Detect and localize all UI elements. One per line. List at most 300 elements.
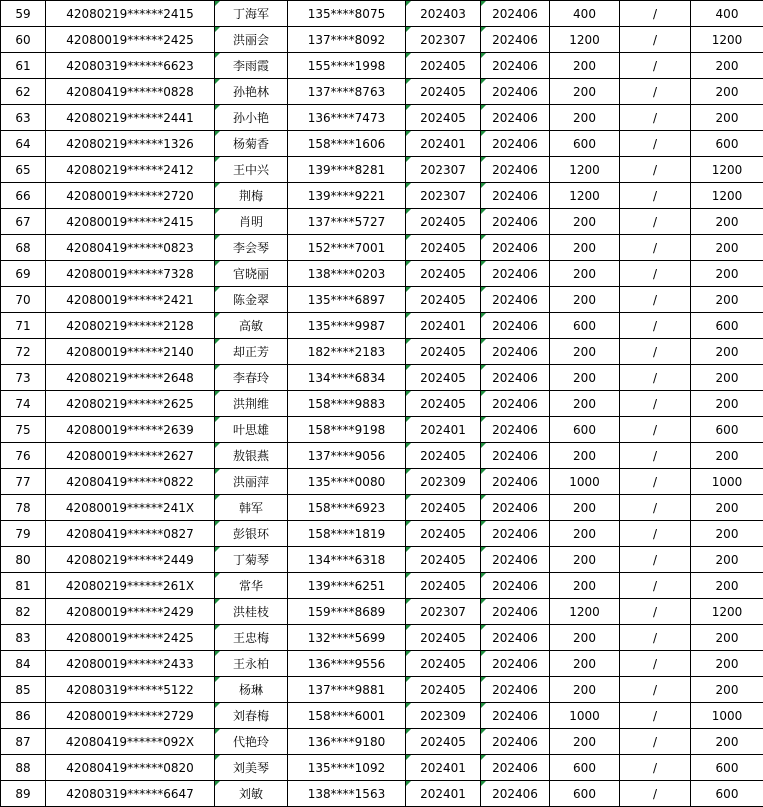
row-number-cell[interactable]: 64	[1, 131, 46, 157]
end-month-cell[interactable]: 202406	[481, 755, 550, 781]
phone-cell[interactable]: 158****9883	[288, 391, 406, 417]
end-month-cell[interactable]: 202406	[481, 547, 550, 573]
other-cell[interactable]: /	[620, 729, 691, 755]
phone-cell[interactable]: 137****9881	[288, 677, 406, 703]
name-cell[interactable]: 丁菊琴	[215, 547, 288, 573]
table-row	[1, 443, 763, 469]
amount-cell[interactable]: 200	[550, 729, 620, 755]
name-cell[interactable]: 却正芳	[215, 339, 288, 365]
phone-cell[interactable]: 158****6001	[288, 703, 406, 729]
end-month-cell[interactable]: 202406	[481, 183, 550, 209]
row-number-cell[interactable]: 87	[1, 729, 46, 755]
total-cell[interactable]: 1200	[691, 599, 763, 625]
start-month-cell[interactable]: 202401	[406, 781, 481, 807]
start-month-cell[interactable]: 202307	[406, 183, 481, 209]
start-month-cell[interactable]: 202309	[406, 703, 481, 729]
row-number-cell[interactable]: 67	[1, 209, 46, 235]
row-number-cell[interactable]: 83	[1, 625, 46, 651]
other-cell[interactable]: /	[620, 573, 691, 599]
total-cell[interactable]: 200	[691, 573, 763, 599]
id-number-cell[interactable]: 42080019******2433	[46, 651, 215, 677]
end-month-cell[interactable]: 202406	[481, 287, 550, 313]
table-row	[1, 287, 763, 313]
end-month-cell[interactable]: 202406	[481, 495, 550, 521]
id-number-cell[interactable]: 42080219******2128	[46, 313, 215, 339]
id-number-cell[interactable]: 42080019******2639	[46, 417, 215, 443]
end-month-cell[interactable]: 202406	[481, 131, 550, 157]
end-month-cell[interactable]: 202406	[481, 339, 550, 365]
row-number-cell[interactable]: 59	[1, 1, 46, 27]
name-cell[interactable]: 韩军	[215, 495, 288, 521]
phone-cell[interactable]: 136****9556	[288, 651, 406, 677]
row-number-cell[interactable]: 89	[1, 781, 46, 807]
total-cell[interactable]: 200	[691, 365, 763, 391]
total-cell[interactable]: 200	[691, 625, 763, 651]
start-month-cell[interactable]: 202405	[406, 79, 481, 105]
row-number-cell[interactable]: 78	[1, 495, 46, 521]
other-cell[interactable]: /	[620, 781, 691, 807]
start-month-cell[interactable]: 202405	[406, 261, 481, 287]
id-number-cell[interactable]: 42080419******0820	[46, 755, 215, 781]
name-cell[interactable]: 丁海军	[215, 1, 288, 27]
amount-cell[interactable]: 1200	[550, 599, 620, 625]
amount-cell[interactable]: 200	[550, 521, 620, 547]
end-month-cell[interactable]: 202406	[481, 391, 550, 417]
row-number-cell[interactable]: 66	[1, 183, 46, 209]
total-cell[interactable]: 200	[691, 651, 763, 677]
name-cell[interactable]: 彭银环	[215, 521, 288, 547]
row-number-cell[interactable]: 81	[1, 573, 46, 599]
other-cell[interactable]: /	[620, 287, 691, 313]
start-month-cell[interactable]: 202405	[406, 105, 481, 131]
name-cell[interactable]: 孙艳林	[215, 79, 288, 105]
amount-cell[interactable]: 200	[550, 495, 620, 521]
name-cell[interactable]: 李春玲	[215, 365, 288, 391]
total-cell[interactable]: 200	[691, 391, 763, 417]
total-cell[interactable]: 600	[691, 131, 763, 157]
amount-cell[interactable]: 200	[550, 79, 620, 105]
row-number-cell[interactable]: 77	[1, 469, 46, 495]
name-cell[interactable]: 代艳玲	[215, 729, 288, 755]
id-number-cell[interactable]: 42080219******2412	[46, 157, 215, 183]
table-row	[1, 157, 763, 183]
amount-cell[interactable]: 600	[550, 755, 620, 781]
id-number-cell[interactable]: 42080019******2429	[46, 599, 215, 625]
id-number-cell[interactable]: 42080219******2625	[46, 391, 215, 417]
table-row	[1, 573, 763, 599]
name-cell[interactable]: 官晓丽	[215, 261, 288, 287]
row-number-cell[interactable]: 88	[1, 755, 46, 781]
table-row	[1, 469, 763, 495]
row-number-cell[interactable]: 76	[1, 443, 46, 469]
id-number-cell[interactable]: 42080019******2421	[46, 287, 215, 313]
end-month-cell[interactable]: 202406	[481, 651, 550, 677]
other-cell[interactable]: /	[620, 53, 691, 79]
total-cell[interactable]: 200	[691, 105, 763, 131]
name-cell[interactable]: 荆梅	[215, 183, 288, 209]
phone-cell[interactable]: 152****7001	[288, 235, 406, 261]
end-month-cell[interactable]: 202406	[481, 209, 550, 235]
start-month-cell[interactable]: 202401	[406, 417, 481, 443]
row-number-cell[interactable]: 73	[1, 365, 46, 391]
start-month-cell[interactable]: 202405	[406, 365, 481, 391]
table-row	[1, 53, 763, 79]
phone-cell[interactable]: 135****1092	[288, 755, 406, 781]
other-cell[interactable]: /	[620, 521, 691, 547]
amount-cell[interactable]: 200	[550, 53, 620, 79]
end-month-cell[interactable]: 202406	[481, 27, 550, 53]
start-month-cell[interactable]: 202405	[406, 53, 481, 79]
row-number-cell[interactable]: 68	[1, 235, 46, 261]
row-number-cell[interactable]: 74	[1, 391, 46, 417]
id-number-cell[interactable]: 42080419******0828	[46, 79, 215, 105]
total-cell[interactable]: 200	[691, 339, 763, 365]
table-row	[1, 261, 763, 287]
end-month-cell[interactable]: 202406	[481, 79, 550, 105]
row-number-cell[interactable]: 85	[1, 677, 46, 703]
name-cell[interactable]: 王中兴	[215, 157, 288, 183]
end-month-cell[interactable]: 202406	[481, 417, 550, 443]
table-row	[1, 677, 763, 703]
name-cell[interactable]: 杨菊香	[215, 131, 288, 157]
table-row	[1, 599, 763, 625]
amount-cell[interactable]: 200	[550, 573, 620, 599]
table-row	[1, 131, 763, 157]
total-cell[interactable]: 200	[691, 209, 763, 235]
id-number-cell[interactable]: 42080319******6623	[46, 53, 215, 79]
table-row	[1, 703, 763, 729]
id-number-cell[interactable]: 42080019******2720	[46, 183, 215, 209]
id-number-cell[interactable]: 42080319******6647	[46, 781, 215, 807]
start-month-cell[interactable]: 202405	[406, 573, 481, 599]
row-number-cell[interactable]: 82	[1, 599, 46, 625]
total-cell[interactable]: 200	[691, 79, 763, 105]
amount-cell[interactable]: 200	[550, 677, 620, 703]
amount-cell[interactable]: 200	[550, 287, 620, 313]
phone-cell[interactable]: 136****9180	[288, 729, 406, 755]
table-row	[1, 209, 763, 235]
end-month-cell[interactable]: 202406	[481, 781, 550, 807]
end-month-cell[interactable]: 202406	[481, 157, 550, 183]
phone-cell[interactable]: 158****1606	[288, 131, 406, 157]
total-cell[interactable]: 1000	[691, 469, 763, 495]
other-cell[interactable]: /	[620, 391, 691, 417]
other-cell[interactable]: /	[620, 547, 691, 573]
amount-cell[interactable]: 400	[550, 1, 620, 27]
phone-cell[interactable]: 134****6834	[288, 365, 406, 391]
name-cell[interactable]: 李雨霞	[215, 53, 288, 79]
start-month-cell[interactable]: 202405	[406, 521, 481, 547]
name-cell[interactable]: 叶思雄	[215, 417, 288, 443]
other-cell[interactable]: /	[620, 339, 691, 365]
phone-cell[interactable]: 137****8092	[288, 27, 406, 53]
row-number-cell[interactable]: 80	[1, 547, 46, 573]
other-cell[interactable]: /	[620, 261, 691, 287]
other-cell[interactable]: /	[620, 677, 691, 703]
other-cell[interactable]: /	[620, 703, 691, 729]
name-cell[interactable]: 常华	[215, 573, 288, 599]
total-cell[interactable]: 200	[691, 677, 763, 703]
total-cell[interactable]: 600	[691, 781, 763, 807]
end-month-cell[interactable]: 202406	[481, 703, 550, 729]
table-row	[1, 495, 763, 521]
other-cell[interactable]: /	[620, 599, 691, 625]
total-cell[interactable]: 200	[691, 443, 763, 469]
total-cell[interactable]: 200	[691, 287, 763, 313]
table-row	[1, 729, 763, 755]
amount-cell[interactable]: 200	[550, 261, 620, 287]
id-number-cell[interactable]: 42080019******7328	[46, 261, 215, 287]
total-cell[interactable]: 600	[691, 417, 763, 443]
phone-cell[interactable]: 135****9987	[288, 313, 406, 339]
id-number-cell[interactable]: 42080019******2627	[46, 443, 215, 469]
other-cell[interactable]: /	[620, 417, 691, 443]
end-month-cell[interactable]: 202406	[481, 599, 550, 625]
phone-cell[interactable]: 134****6318	[288, 547, 406, 573]
name-cell[interactable]: 刘敏	[215, 781, 288, 807]
phone-cell[interactable]: 137****5727	[288, 209, 406, 235]
name-cell[interactable]: 王忠梅	[215, 625, 288, 651]
row-number-cell[interactable]: 63	[1, 105, 46, 131]
total-cell[interactable]: 1200	[691, 183, 763, 209]
phone-cell[interactable]: 139****9221	[288, 183, 406, 209]
amount-cell[interactable]: 1000	[550, 703, 620, 729]
end-month-cell[interactable]: 202406	[481, 573, 550, 599]
row-number-cell[interactable]: 71	[1, 313, 46, 339]
table-body	[1, 1, 763, 807]
other-cell[interactable]: /	[620, 183, 691, 209]
total-cell[interactable]: 200	[691, 729, 763, 755]
id-number-cell[interactable]: 42080019******2729	[46, 703, 215, 729]
id-number-cell[interactable]: 42080219******2415	[46, 1, 215, 27]
table-row	[1, 313, 763, 339]
id-number-cell[interactable]: 42080019******241X	[46, 495, 215, 521]
other-cell[interactable]: /	[620, 313, 691, 339]
start-month-cell[interactable]: 202405	[406, 547, 481, 573]
amount-cell[interactable]: 200	[550, 235, 620, 261]
amount-cell[interactable]: 600	[550, 781, 620, 807]
other-cell[interactable]: /	[620, 469, 691, 495]
phone-cell[interactable]: 139****8281	[288, 157, 406, 183]
phone-cell[interactable]: 159****8689	[288, 599, 406, 625]
id-number-cell[interactable]: 42080319******5122	[46, 677, 215, 703]
name-cell[interactable]: 洪桂枝	[215, 599, 288, 625]
end-month-cell[interactable]: 202406	[481, 105, 550, 131]
row-number-cell[interactable]: 75	[1, 417, 46, 443]
other-cell[interactable]: /	[620, 157, 691, 183]
end-month-cell[interactable]: 202406	[481, 469, 550, 495]
phone-cell[interactable]: 138****1563	[288, 781, 406, 807]
phone-cell[interactable]: 135****8075	[288, 1, 406, 27]
amount-cell[interactable]: 1200	[550, 183, 620, 209]
total-cell[interactable]: 200	[691, 547, 763, 573]
row-number-cell[interactable]: 61	[1, 53, 46, 79]
total-cell[interactable]: 600	[691, 755, 763, 781]
total-cell[interactable]: 200	[691, 495, 763, 521]
name-cell[interactable]: 陈金翠	[215, 287, 288, 313]
start-month-cell[interactable]: 202405	[406, 235, 481, 261]
name-cell[interactable]: 刘春梅	[215, 703, 288, 729]
end-month-cell[interactable]: 202406	[481, 729, 550, 755]
row-number-cell[interactable]: 84	[1, 651, 46, 677]
name-cell[interactable]: 洪荆维	[215, 391, 288, 417]
end-month-cell[interactable]: 202406	[481, 443, 550, 469]
table-row	[1, 755, 763, 781]
table-row	[1, 339, 763, 365]
other-cell[interactable]: /	[620, 27, 691, 53]
total-cell[interactable]: 1000	[691, 703, 763, 729]
other-cell[interactable]: /	[620, 625, 691, 651]
start-month-cell[interactable]: 202405	[406, 287, 481, 313]
amount-cell[interactable]: 200	[550, 443, 620, 469]
total-cell[interactable]: 200	[691, 521, 763, 547]
total-cell[interactable]: 200	[691, 261, 763, 287]
amount-cell[interactable]: 600	[550, 417, 620, 443]
total-cell[interactable]: 400	[691, 1, 763, 27]
amount-cell[interactable]: 1000	[550, 469, 620, 495]
amount-cell[interactable]: 1200	[550, 27, 620, 53]
start-month-cell[interactable]: 202401	[406, 131, 481, 157]
row-number-cell[interactable]: 79	[1, 521, 46, 547]
row-number-cell[interactable]: 65	[1, 157, 46, 183]
start-month-cell[interactable]: 202405	[406, 443, 481, 469]
table-row	[1, 417, 763, 443]
phone-cell[interactable]: 137****8763	[288, 79, 406, 105]
phone-cell[interactable]: 158****1819	[288, 521, 406, 547]
end-month-cell[interactable]: 202406	[481, 261, 550, 287]
id-number-cell[interactable]: 42080419******0827	[46, 521, 215, 547]
total-cell[interactable]: 1200	[691, 157, 763, 183]
id-number-cell[interactable]: 42080019******2425	[46, 27, 215, 53]
phone-cell[interactable]: 135****6897	[288, 287, 406, 313]
phone-cell[interactable]: 138****0203	[288, 261, 406, 287]
name-cell[interactable]: 敖银燕	[215, 443, 288, 469]
end-month-cell[interactable]: 202406	[481, 625, 550, 651]
phone-cell[interactable]: 139****6251	[288, 573, 406, 599]
start-month-cell[interactable]: 202401	[406, 755, 481, 781]
phone-cell[interactable]: 158****9198	[288, 417, 406, 443]
other-cell[interactable]: /	[620, 1, 691, 27]
other-cell[interactable]: /	[620, 209, 691, 235]
phone-cell[interactable]: 135****0080	[288, 469, 406, 495]
start-month-cell[interactable]: 202307	[406, 157, 481, 183]
start-month-cell[interactable]: 202405	[406, 729, 481, 755]
id-number-cell[interactable]: 42080019******2140	[46, 339, 215, 365]
id-number-cell[interactable]: 42080419******0822	[46, 469, 215, 495]
other-cell[interactable]: /	[620, 651, 691, 677]
row-number-cell[interactable]: 69	[1, 261, 46, 287]
name-cell[interactable]: 李会琴	[215, 235, 288, 261]
end-month-cell[interactable]: 202406	[481, 365, 550, 391]
start-month-cell[interactable]: 202405	[406, 391, 481, 417]
end-month-cell[interactable]: 202406	[481, 53, 550, 79]
amount-cell[interactable]: 200	[550, 105, 620, 131]
name-cell[interactable]: 杨琳	[215, 677, 288, 703]
other-cell[interactable]: /	[620, 443, 691, 469]
table-row	[1, 79, 763, 105]
id-number-cell[interactable]: 42080219******2648	[46, 365, 215, 391]
phone-cell[interactable]: 155****1998	[288, 53, 406, 79]
id-number-cell[interactable]: 42080419******092X	[46, 729, 215, 755]
start-month-cell[interactable]: 202309	[406, 469, 481, 495]
amount-cell[interactable]: 200	[550, 209, 620, 235]
total-cell[interactable]: 200	[691, 53, 763, 79]
amount-cell[interactable]: 200	[550, 547, 620, 573]
id-number-cell[interactable]: 42080019******2415	[46, 209, 215, 235]
other-cell[interactable]: /	[620, 495, 691, 521]
start-month-cell[interactable]: 202405	[406, 651, 481, 677]
amount-cell[interactable]: 1200	[550, 157, 620, 183]
name-cell[interactable]: 洪丽会	[215, 27, 288, 53]
start-month-cell[interactable]: 202405	[406, 209, 481, 235]
row-number-cell[interactable]: 60	[1, 27, 46, 53]
other-cell[interactable]: /	[620, 235, 691, 261]
other-cell[interactable]: /	[620, 755, 691, 781]
table-row	[1, 547, 763, 573]
phone-cell[interactable]: 137****9056	[288, 443, 406, 469]
end-month-cell[interactable]: 202406	[481, 313, 550, 339]
id-number-cell[interactable]: 42080219******261X	[46, 573, 215, 599]
end-month-cell[interactable]: 202406	[481, 235, 550, 261]
row-number-cell[interactable]: 62	[1, 79, 46, 105]
start-month-cell[interactable]: 202307	[406, 27, 481, 53]
row-number-cell[interactable]: 72	[1, 339, 46, 365]
start-month-cell[interactable]: 202405	[406, 625, 481, 651]
name-cell[interactable]: 孙小艳	[215, 105, 288, 131]
other-cell[interactable]: /	[620, 105, 691, 131]
amount-cell[interactable]: 600	[550, 313, 620, 339]
amount-cell[interactable]: 200	[550, 391, 620, 417]
row-number-cell[interactable]: 70	[1, 287, 46, 313]
amount-cell[interactable]: 600	[550, 131, 620, 157]
other-cell[interactable]: /	[620, 365, 691, 391]
amount-cell[interactable]: 200	[550, 365, 620, 391]
start-month-cell[interactable]: 202405	[406, 495, 481, 521]
total-cell[interactable]: 1200	[691, 27, 763, 53]
other-cell[interactable]: /	[620, 131, 691, 157]
end-month-cell[interactable]: 202406	[481, 521, 550, 547]
other-cell[interactable]: /	[620, 79, 691, 105]
row-number-cell[interactable]: 86	[1, 703, 46, 729]
phone-cell[interactable]: 158****6923	[288, 495, 406, 521]
start-month-cell[interactable]: 202405	[406, 677, 481, 703]
total-cell[interactable]: 200	[691, 235, 763, 261]
id-number-cell[interactable]: 42080219******2449	[46, 547, 215, 573]
name-cell[interactable]: 王永柏	[215, 651, 288, 677]
phone-cell[interactable]: 136****7473	[288, 105, 406, 131]
id-number-cell[interactable]: 42080219******1326	[46, 131, 215, 157]
start-month-cell[interactable]: 202403	[406, 1, 481, 27]
start-month-cell[interactable]: 202307	[406, 599, 481, 625]
name-cell[interactable]: 刘美琴	[215, 755, 288, 781]
end-month-cell[interactable]: 202406	[481, 1, 550, 27]
name-cell[interactable]: 肖明	[215, 209, 288, 235]
amount-cell[interactable]: 200	[550, 339, 620, 365]
id-number-cell[interactable]: 42080019******2425	[46, 625, 215, 651]
total-cell[interactable]: 600	[691, 313, 763, 339]
start-month-cell[interactable]: 202401	[406, 313, 481, 339]
amount-cell[interactable]: 200	[550, 625, 620, 651]
phone-cell[interactable]: 132****5699	[288, 625, 406, 651]
start-month-cell[interactable]: 202405	[406, 339, 481, 365]
name-cell[interactable]: 洪丽萍	[215, 469, 288, 495]
phone-cell[interactable]: 182****2183	[288, 339, 406, 365]
name-cell[interactable]: 高敏	[215, 313, 288, 339]
id-number-cell[interactable]: 42080419******0823	[46, 235, 215, 261]
amount-cell[interactable]: 200	[550, 651, 620, 677]
end-month-cell[interactable]: 202406	[481, 677, 550, 703]
id-number-cell[interactable]: 42080219******2441	[46, 105, 215, 131]
